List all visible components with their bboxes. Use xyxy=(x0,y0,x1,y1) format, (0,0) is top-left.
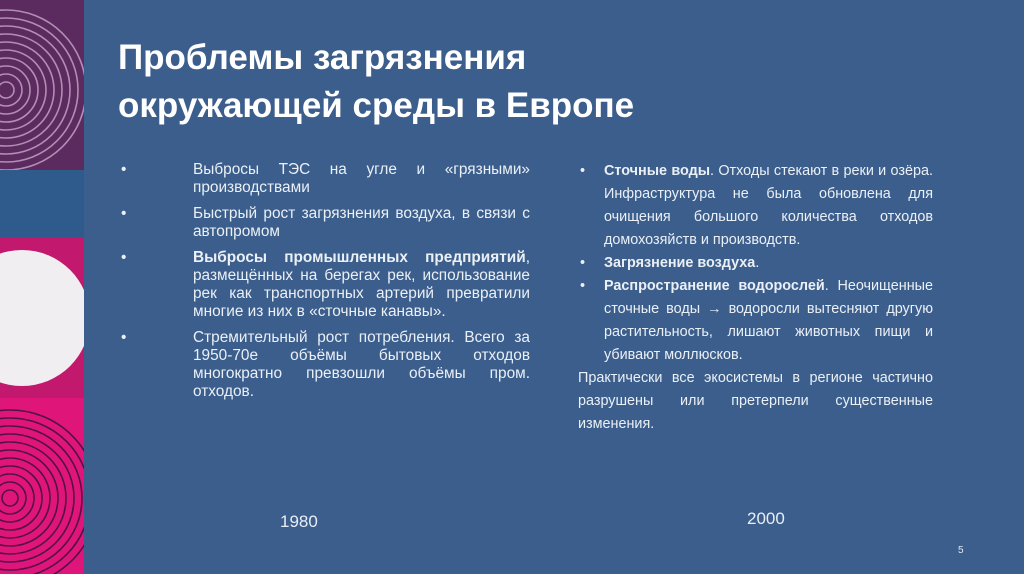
left-bullet-item xyxy=(118,205,530,241)
blue-band xyxy=(0,170,84,238)
bullet-marker: • xyxy=(580,278,586,294)
page-number: 5 xyxy=(958,545,964,556)
left-bullet-item xyxy=(118,329,530,401)
title-line-2: окружающей среды в Европе xyxy=(118,86,635,125)
summary-paragraph: Практически все экосистемы в регионе частично разрушены или претерпели существенные изменения. xyxy=(578,370,933,432)
right-column xyxy=(578,160,933,436)
bullet-text: Быстрый рост загрязнения воздуха, в связи с автопромом xyxy=(193,205,530,240)
purple-circles-band xyxy=(0,0,84,170)
concentric-circles-graphic xyxy=(0,398,84,574)
bullet-marker: • xyxy=(121,249,127,266)
bullet-marker: • xyxy=(121,329,127,346)
bullet-marker: • xyxy=(580,163,586,179)
concentric-circles-graphic xyxy=(0,0,84,170)
bullet-marker: • xyxy=(121,161,127,178)
title-line-1: Проблемы загрязнения xyxy=(118,38,527,77)
bullet-bold-text: Распространение водорослей xyxy=(604,278,825,294)
bullet-text: Стремительный рост потребления. Всего за 1950-70е объёмы бытовых отходов многократно превзошли объёмы пром. отходов. xyxy=(193,329,530,400)
left-bullet-item xyxy=(118,161,530,197)
bullet-text: . xyxy=(755,255,760,271)
bullet-text: . Неочищенные сточные воды → водоросли вытесняют другую растительность, лишают животных пищи и убивают моллюсков. xyxy=(604,278,933,363)
right-bullet-item xyxy=(578,252,933,275)
bullet-text: Выбросы ТЭС на угле и «грязными» производствами xyxy=(193,161,530,196)
pink-circles-band xyxy=(0,398,84,574)
magenta-band xyxy=(0,238,84,398)
right-bullet-item xyxy=(578,160,933,252)
bullet-text: , размещённых на берегах рек, использование рек как транспортных артерий превратили многие из них в «сточные канавы». xyxy=(193,249,530,320)
bullet-text: . Отходы стекают в реки и озёра. Инфраструктура не была обновлена для очищения большого количества отходов домохозяйств и производств. xyxy=(604,163,933,248)
bullet-marker: • xyxy=(121,205,127,222)
bullet-marker: • xyxy=(580,255,586,271)
bullet-bold-text: Выбросы промышленных предприятий xyxy=(193,249,526,266)
decorative-sidebar xyxy=(0,0,84,574)
left-bullet-item xyxy=(118,249,530,321)
bullet-bold-text: Сточные воды xyxy=(604,163,711,179)
year-label-right: 2000 xyxy=(747,509,785,528)
slide-title xyxy=(118,34,898,130)
white-circle-graphic xyxy=(0,238,84,398)
left-column xyxy=(118,161,530,409)
bullet-bold-text: Загрязнение воздуха xyxy=(604,255,756,271)
right-bullet-item xyxy=(578,275,933,367)
year-label-left: 1980 xyxy=(280,512,318,531)
